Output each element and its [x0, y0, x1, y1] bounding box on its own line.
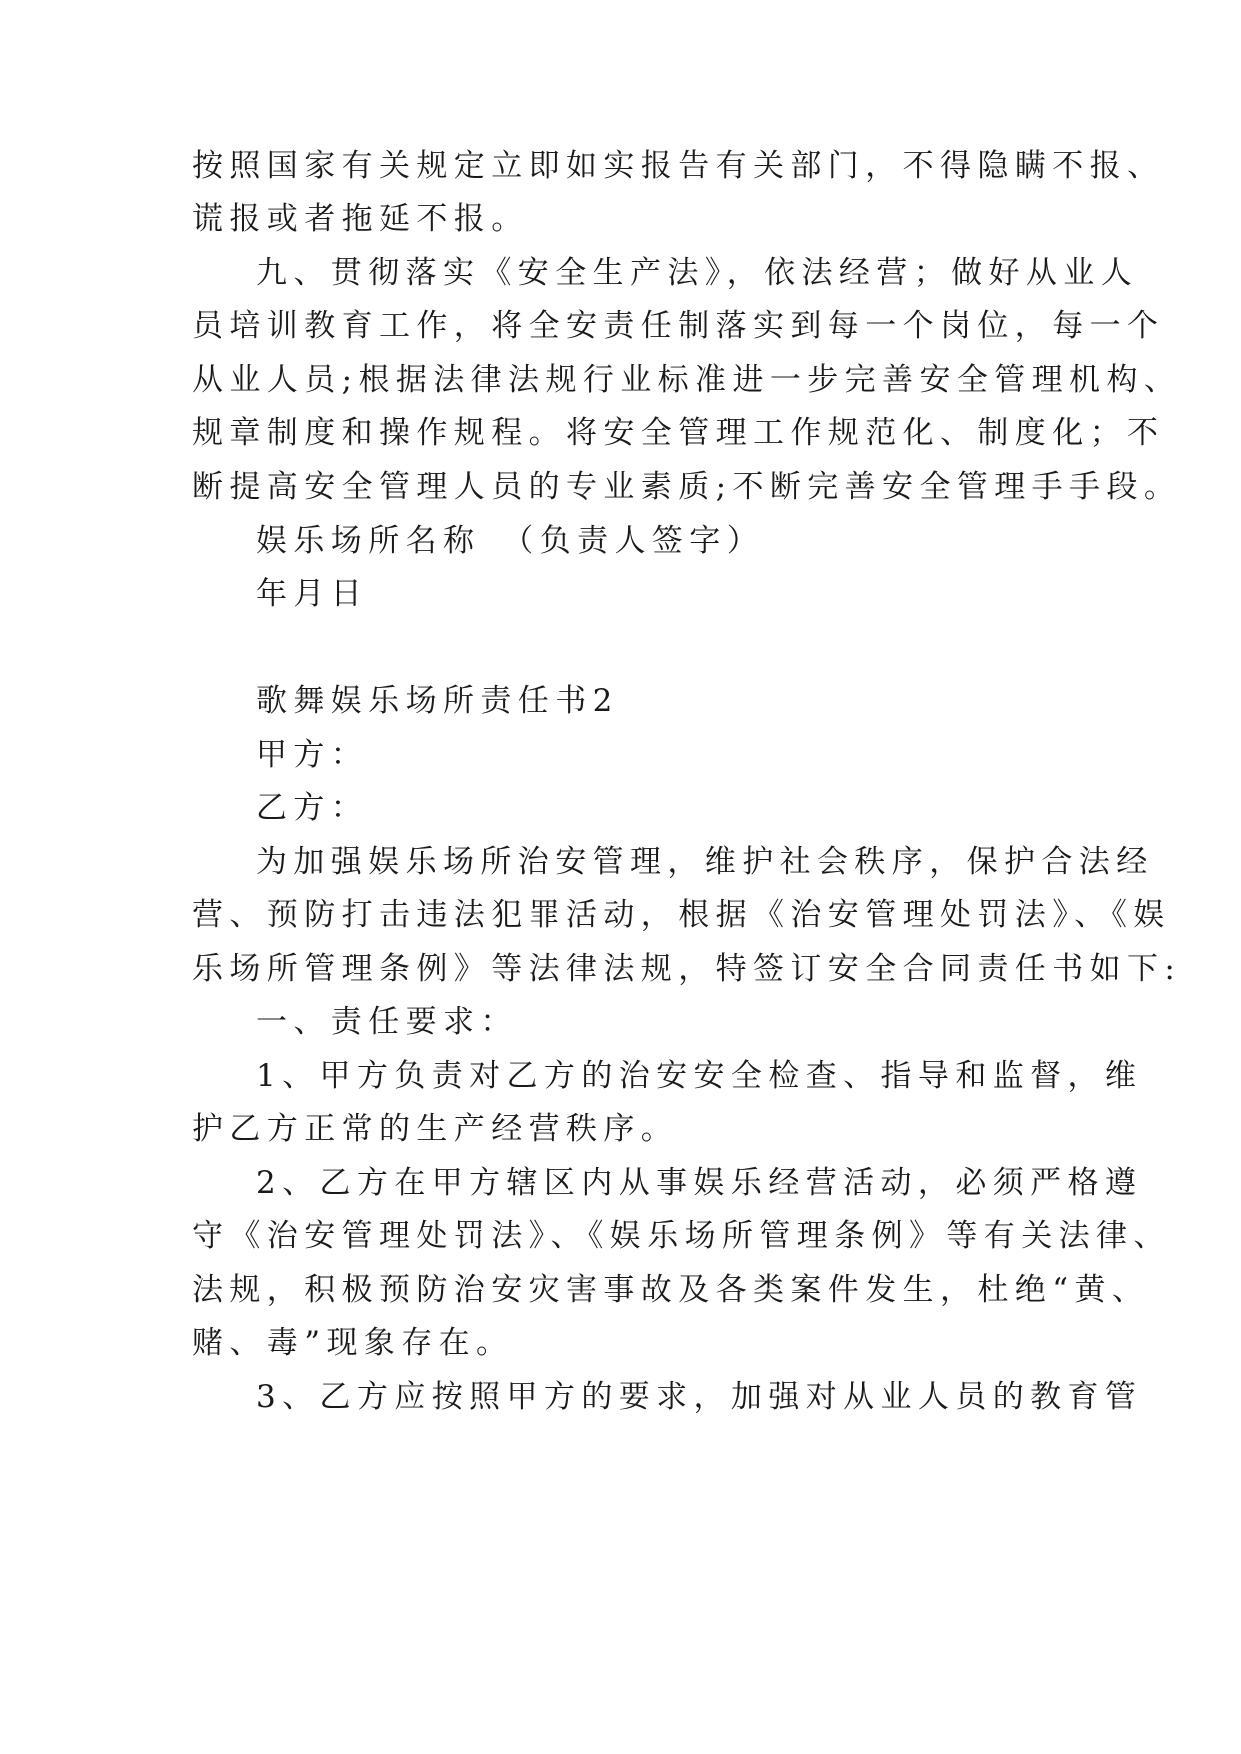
party-b: 乙方： [256, 790, 369, 826]
text-line: 护乙方正常的生产经营秩序。 [192, 1111, 679, 1147]
text-line: 法规，积极预防治安灾害事故及各类案件发生，杜绝“黄、 [192, 1272, 1150, 1308]
text-line: 断提高安全管理人员的专业素质;不断完善安全管理手手段。 [192, 469, 1182, 505]
text-line: 赌、毒”现象存在。 [192, 1325, 514, 1361]
text-line: 守《治安管理处罚法》、《娱乐场所管理条例》等有关法律、 [192, 1218, 1171, 1254]
section-title: 歌舞娱乐场所责任书2 [256, 683, 619, 719]
item-3-start: 3、乙方应按照甲方的要求，加强对从业人员的教育管 [256, 1379, 1143, 1415]
text-line: 乐场所管理条例》等法律法规，特签订安全合同责任书如下: [192, 951, 1182, 987]
text-line: 营、预防打击违法犯罪活动，根据《治安管理处罚法》、《娱 [192, 897, 1171, 933]
item-2-start: 2、乙方在甲方辖区内从事娱乐经营活动，必须严格遵 [256, 1165, 1143, 1201]
text-line: 规章制度和操作规程。将安全管理工作规范化、制度化；不 [192, 415, 1165, 451]
text-line: 按照国家有关规定立即如实报告有关部门，不得隐瞒不报、 [192, 148, 1165, 184]
date-line: 年月日 [256, 576, 369, 612]
intro-paragraph-start: 为加强娱乐场所治安管理，维护社会秩序，保护合法经 [256, 844, 1154, 880]
heading-responsibility: 一、责任要求： [256, 1004, 518, 1040]
item-1-start: 1、甲方负责对乙方的治安安全检查、指导和监督，维 [256, 1058, 1143, 1094]
text-line: 从业人员;根据法律法规行业标准进一步完善安全管理机构、 [192, 362, 1182, 398]
paragraph-9-start: 九、贯彻落实《安全生产法》，依法经营；做好从业人 [256, 255, 1139, 291]
signature-line: 娱乐场所名称 （负责人签字） [256, 523, 765, 559]
text-line: 员培训教育工作，将全安责任制落实到每一个岗位，每一个 [192, 308, 1165, 344]
party-a: 甲方： [256, 737, 369, 773]
text-line: 谎报或者拖延不报。 [192, 201, 529, 237]
